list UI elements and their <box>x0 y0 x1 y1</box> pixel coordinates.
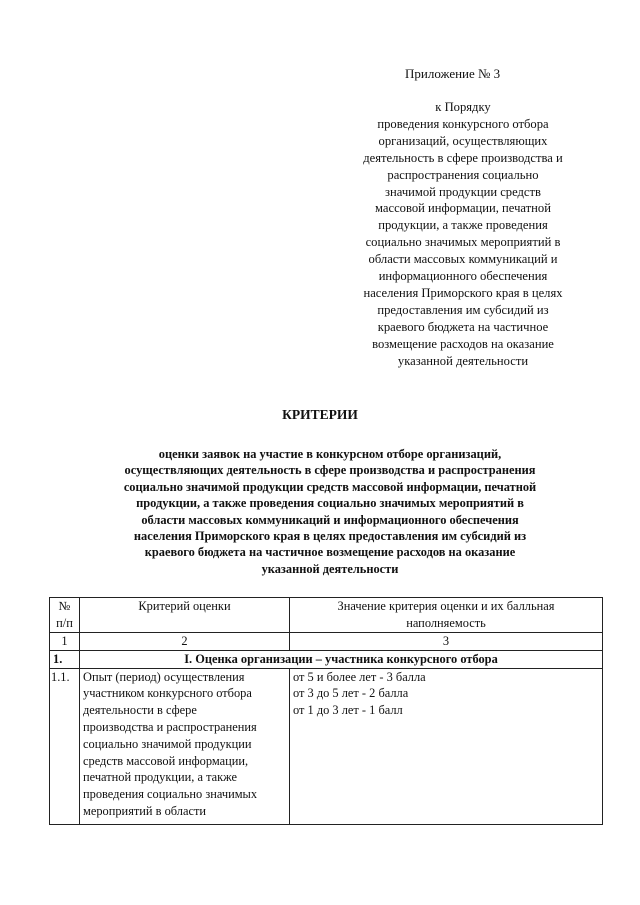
annex-line: социально значимых мероприятий в <box>365 235 561 250</box>
annex-line: деятельность в сфере производства и <box>363 150 563 165</box>
annex-line: возмещение расходов на оказание <box>372 336 554 351</box>
value-line: от 1 до 3 лет - 1 балл <box>293 703 403 718</box>
subtitle-line: населения Приморского края в целях предоставления им субсидий из <box>133 529 527 544</box>
annex-title: Приложение № 3 <box>405 66 501 81</box>
criterion-line: деятельности в сфере <box>83 703 197 718</box>
annex-line: предоставления им субсидий из <box>377 302 549 317</box>
index-cell: 1 <box>50 633 80 651</box>
subtitle-line: указанной деятельности <box>261 561 399 576</box>
annex-line: значимой продукции средств <box>385 184 541 199</box>
criterion-line: социально значимой продукции <box>83 736 252 751</box>
header-num-line: п/п <box>56 615 73 630</box>
table-index-row <box>50 633 603 651</box>
annex-line: распространения социально <box>387 167 539 182</box>
subtitle-line: осуществляющих деятельность в сфере производства и распространения <box>124 463 536 478</box>
subtitle-line: области массовых коммуникаций и информационного обеспечения <box>141 512 519 527</box>
subtitle-line: краевого бюджета на частичное возмещение расходов на оказание <box>144 545 516 560</box>
annex-line: краевого бюджета на частичное <box>377 319 549 334</box>
section-title-cell: I. Оценка организации – участника конкурсного отбора <box>80 650 603 668</box>
table-header-row <box>50 598 603 633</box>
annex-line: области массовых коммуникаций и <box>368 252 558 267</box>
header-num-cell <box>50 598 80 633</box>
criterion-line: средств массовой информации, <box>83 753 249 768</box>
header-value-line: Значение критерия оценки и их балльная <box>337 599 555 613</box>
row-value-cell <box>290 668 603 824</box>
subtitle-line: продукции, а также проведения социально значимых мероприятий в <box>136 496 524 511</box>
annex-line: населения Приморского края в целях <box>363 285 563 300</box>
value-line: от 5 и более лет - 3 балла <box>293 669 426 684</box>
header-num-line: № <box>58 599 71 613</box>
criterion-line: производства и распространения <box>83 719 257 734</box>
row-criterion-cell <box>80 668 290 824</box>
document-title: КРИТЕРИИ <box>282 407 358 422</box>
criterion-line: печатной продукции, а также <box>83 770 238 785</box>
header-value-cell <box>290 598 603 633</box>
section-num-cell: 1. <box>50 650 80 668</box>
value-line: от 3 до 5 лет - 2 балла <box>293 686 409 701</box>
criterion-line: Опыт (период) осуществления <box>83 669 245 684</box>
table-section-row <box>50 650 603 668</box>
document-subtitle <box>40 446 620 577</box>
criterion-line: мероприятий в области <box>83 803 207 818</box>
index-cell: 3 <box>290 633 603 651</box>
table-row <box>50 668 603 824</box>
criterion-line: участником конкурсного отбора <box>83 686 252 701</box>
annex-line: организаций, осуществляющих <box>378 133 548 148</box>
index-cell: 2 <box>80 633 290 651</box>
annex-line: массовой информации, печатной <box>375 201 551 216</box>
annex-line: проведения конкурсного отбора <box>377 116 549 131</box>
subtitle-line: социально значимой продукции средств массовой информации, печатной <box>123 479 537 494</box>
annex-line: продукции, а также проведения <box>378 218 548 233</box>
annex-line: к Порядку <box>435 100 491 114</box>
criterion-line: проведения социально значимых <box>83 787 258 802</box>
header-value-line: наполняемость <box>406 615 486 630</box>
subtitle-line: оценки заявок на участие в конкурсном отборе организаций, <box>158 447 502 461</box>
annex-body <box>330 99 596 370</box>
row-num-cell: 1.1. <box>50 668 80 824</box>
annex-line: информационного обеспечения <box>378 269 548 284</box>
criteria-table <box>49 597 603 825</box>
annex-line: указанной деятельности <box>397 353 529 368</box>
header-criterion-cell: Критерий оценки <box>80 598 290 633</box>
